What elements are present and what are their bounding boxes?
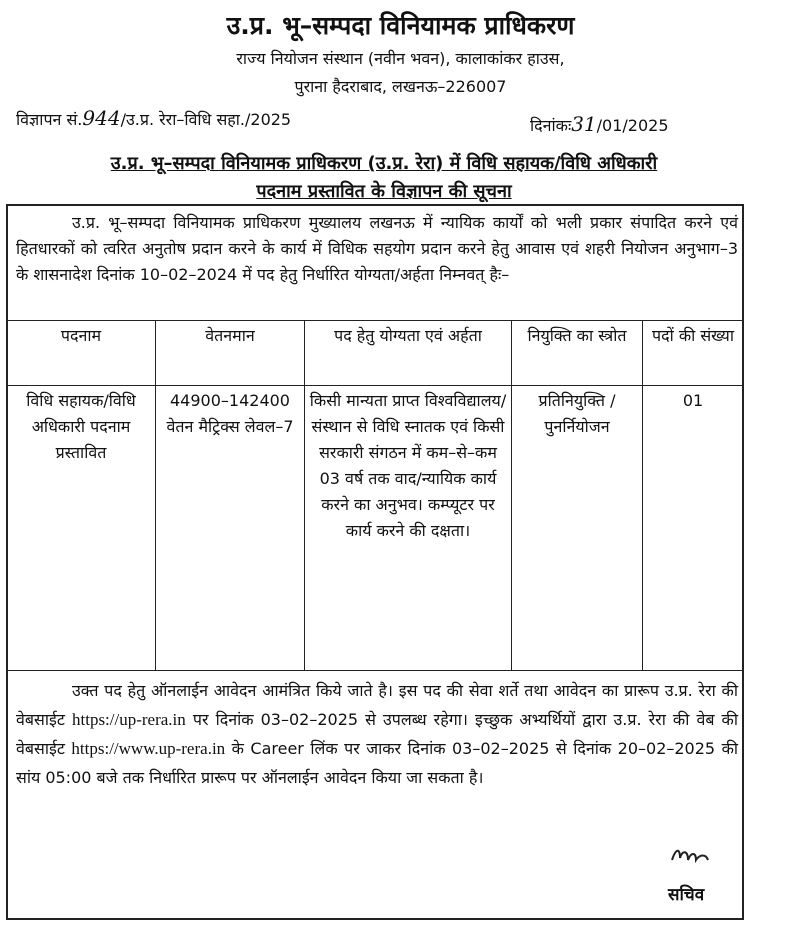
reference-suffix: /उ.प्र. रेरा–विधि सहा./2025 <box>120 110 292 129</box>
address-line-1: राज्य नियोजन संस्थान (नवीन भवन), कालाकांकर हाउस, <box>236 49 565 68</box>
header-qualification: पद हेतु योग्यता एवं अर्हता <box>305 321 512 386</box>
notice-title <box>14 150 754 206</box>
header-pay-scale: वेतनमान <box>156 321 305 386</box>
reference-number <box>16 106 291 130</box>
header-appointment-source: नियुक्ति का स्त्रोत <box>512 321 643 386</box>
reference-handwritten-number: 944 <box>82 106 121 130</box>
address-line-2: पुराना हैदराबाद, लखनऊ–226007 <box>294 77 507 96</box>
signature-scribble <box>668 840 728 870</box>
date-label: दिनांकः <box>530 116 572 135</box>
header-post-count: पदों की संख्या <box>643 321 744 386</box>
notice-date <box>530 112 669 136</box>
intro-paragraph: उ.प्र. भू–सम्पदा विनियामक प्राधिकरण मुख्यालय लखनऊ में न्यायिक कार्यों को भली प्रकार संपादित करने एवं हितधारकों को त्वरित अनुतोष प्रदान करने के कार्य में विधिक सहयोग प्रदान करने हेतु आवास एवं शहरी नियोजन अनुभाग–3 के शासनादेश दिनांक 10–02–2024 में पद हेतु निर्धारित योग्यता/अर्हता निम्नवत् हैः– <box>16 213 738 284</box>
cell-appointment-source: प्रतिनियुक्ति /पुनर्नियोजन <box>512 386 643 671</box>
cell-post: विधि सहायक/विधि अधिकारी पदनाम प्रस्तावित <box>7 386 156 671</box>
reference-prefix: विज्ञापन सं. <box>16 110 83 129</box>
notice-title-line-1: उ.प्र. भू–सम्पदा विनियामक प्राधिकरण (उ.प्र. रेरा) में विधि सहायक/विधि अधिकारी <box>110 153 658 174</box>
cell-qualification: किसी मान्यता प्राप्त विश्वविद्यालय/संस्थान से विधि स्नातक एवं किसी सरकारी संगठन में कम–से–कम 03 वर्ष तक वाद/न्यायिक कार्य करने का अनुभव। कम्प्यूटर पर कार्य करने की दक्षता। <box>305 386 512 671</box>
footer-text-2: पर दिनांक 03–02–2025 से उपलब्ध रहेगा। इच्छुक अभ्यर्थियों द्वारा उ.प्र. रेरा की वेब की वेबसाईट <box>16 710 738 758</box>
table-row <box>7 386 744 671</box>
cell-post-count: 01 <box>643 386 744 671</box>
signatory-title: सचिव <box>668 885 705 905</box>
cell-pay-scale: 44900–142400 वेतन मैट्रिक्स लेवल–7 <box>156 386 305 671</box>
organization-title: उ.प्र. भू–सम्पदा विनियामक प्राधिकरण <box>226 11 575 40</box>
footer-text-3: के Career लिंक पर जाकर दिनांक 03–02–2025 से दिनांक 20–02–2025 की सांय 05:00 बजे तक निर्धारित प्रारूप पर ऑनलाईन आवेदन किया जा सकता है। <box>16 739 739 787</box>
website-link[interactable]: https://up-rera.in <box>72 710 186 729</box>
date-rest: /01/2025 <box>596 116 669 135</box>
qualification-table <box>6 320 744 671</box>
footer-text-1: उक्त पद हेतु ऑनलाईन आवेदन आमंत्रित किये जाते है। इस पद की सेवा शर्ते तथा आवेदन का प्रारूप उ.प्र. रेरा की वेबसाईट <box>16 681 738 729</box>
application-paragraph <box>16 676 738 792</box>
website-link-www[interactable]: https://www.up-rera.in <box>71 739 226 758</box>
header-post: पदनाम <box>7 321 156 386</box>
date-handwritten-day: 31 <box>571 112 597 136</box>
table-header-row <box>7 321 744 386</box>
notice-title-line-2: पदनाम प्रस्तावित के विज्ञापन की सूचना <box>256 181 512 202</box>
